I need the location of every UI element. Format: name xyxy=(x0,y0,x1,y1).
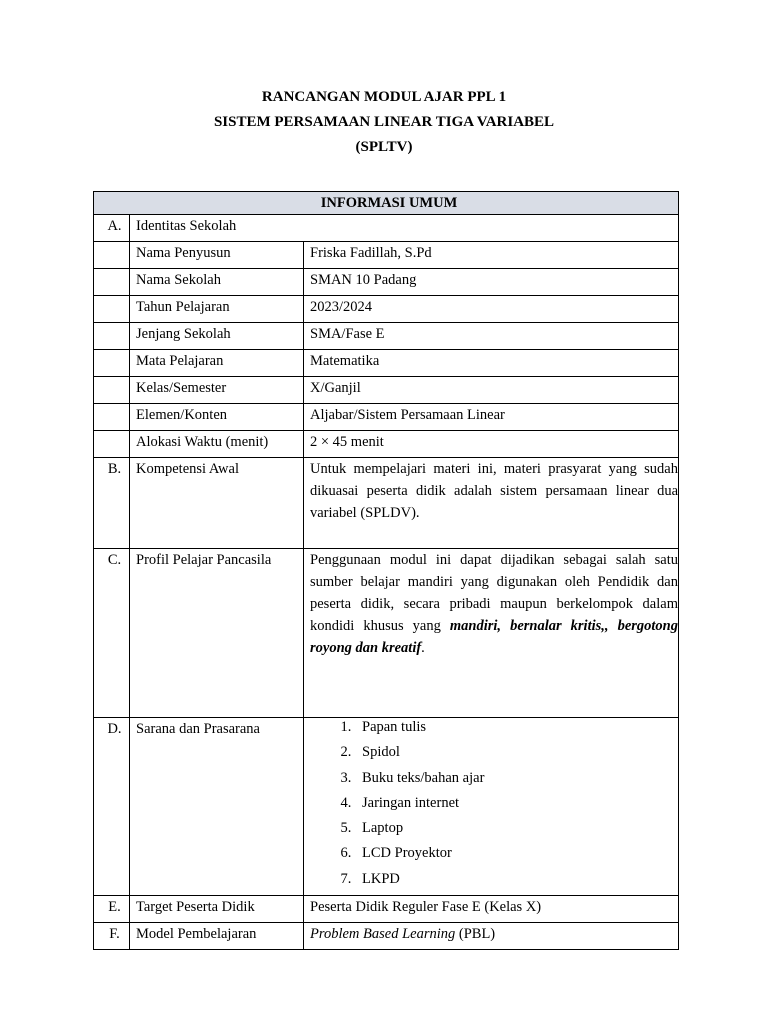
field-label: Tahun Pelajaran xyxy=(130,296,304,323)
initial-competence-text: Untuk mempelajari materi ini, materi prasyarat yang sudah dikuasai peserta didik adalah sistem persamaan linear dua variabel (SPLDV). xyxy=(304,458,679,549)
list-item: 2. Spidol xyxy=(355,743,678,768)
section-letter: C. xyxy=(94,549,130,718)
document-subtitle: SISTEM PERSAMAAN LINEAR TIGA VARIABEL xyxy=(213,114,555,130)
section-row-c xyxy=(94,549,679,718)
field-label: Nama Sekolah xyxy=(130,269,304,296)
section-letter: E. xyxy=(94,896,130,923)
pancasila-profile-text: Penggunaan modul ini dapat dijadikan sebagai salah satu sumber belajar mandiri yang digunakan oleh Pendidik dan peserta didik, secara pribadi maupun berkelompok dalam kondidi khusus yang mandiri, bernalar kritis,, bergotong royong dan kreatif. xyxy=(304,549,679,718)
section-letter: D. xyxy=(94,718,130,896)
field-label: Nama Penyusun xyxy=(130,242,304,269)
list-item: 4. Jaringan internet xyxy=(355,794,678,819)
general-information-table xyxy=(93,191,679,950)
section-label: Sarana dan Prasarana xyxy=(130,718,304,896)
section-row-b xyxy=(94,458,679,549)
document-title-block xyxy=(0,86,768,161)
list-item: 6. LCD Proyektor xyxy=(355,844,678,869)
field-value: Problem Based Learning (PBL) xyxy=(304,923,679,950)
table-row xyxy=(94,296,679,323)
list-item: 7. LKPD xyxy=(355,870,678,895)
field-value: Peserta Didik Reguler Fase E (Kelas X) xyxy=(304,896,679,923)
table-row xyxy=(94,350,679,377)
document-title: RANCANGAN MODUL AJAR PPL 1 xyxy=(261,89,507,105)
field-value: SMAN 10 Padang xyxy=(304,269,679,296)
table-row xyxy=(94,404,679,431)
section-row-d xyxy=(94,718,679,896)
table-row xyxy=(94,269,679,296)
field-label: Elemen/Konten xyxy=(130,404,304,431)
section-letter: B. xyxy=(94,458,130,549)
section-label: Identitas Sekolah xyxy=(130,215,679,242)
table-row xyxy=(94,431,679,458)
facilities-cell xyxy=(304,718,679,896)
field-label: Kelas/Semester xyxy=(130,377,304,404)
list-item: 5. Laptop xyxy=(355,819,678,844)
field-value: 2 × 45 menit xyxy=(304,431,679,458)
list-item: 3. Buku teks/bahan ajar xyxy=(355,769,678,794)
table-row xyxy=(94,242,679,269)
section-label: Model Pembelajaran xyxy=(130,923,304,950)
section-letter: F. xyxy=(94,923,130,950)
table-row xyxy=(94,323,679,350)
field-label: Jenjang Sekolah xyxy=(130,323,304,350)
learning-model-name: Problem Based Learning xyxy=(310,926,456,943)
field-label: Mata Pelajaran xyxy=(130,350,304,377)
section-row-a xyxy=(94,215,679,242)
document-subtitle-abbrev: (SPLTV) xyxy=(355,139,413,155)
section-row-e xyxy=(94,896,679,923)
field-value: Matematika xyxy=(304,350,679,377)
list-item: 1. Papan tulis xyxy=(355,718,678,743)
table-row xyxy=(94,377,679,404)
section-label: Target Peserta Didik xyxy=(130,896,304,923)
facilities-list xyxy=(310,718,678,895)
field-value: Aljabar/Sistem Persamaan Linear xyxy=(304,404,679,431)
section-letter: A. xyxy=(94,215,130,242)
field-value: Friska Fadillah, S.Pd xyxy=(304,242,679,269)
table-header: INFORMASI UMUM xyxy=(94,192,679,215)
section-row-f xyxy=(94,923,679,950)
field-value: SMA/Fase E xyxy=(304,323,679,350)
profile-values-emphasis: mandiri, bernalar kritis,, bergotong royong dan kreatif xyxy=(310,618,678,656)
section-label: Kompetensi Awal xyxy=(130,458,304,549)
section-label: Profil Pelajar Pancasila xyxy=(130,549,304,718)
field-label: Alokasi Waktu (menit) xyxy=(130,431,304,458)
field-value: 2023/2024 xyxy=(304,296,679,323)
field-value: X/Ganjil xyxy=(304,377,679,404)
